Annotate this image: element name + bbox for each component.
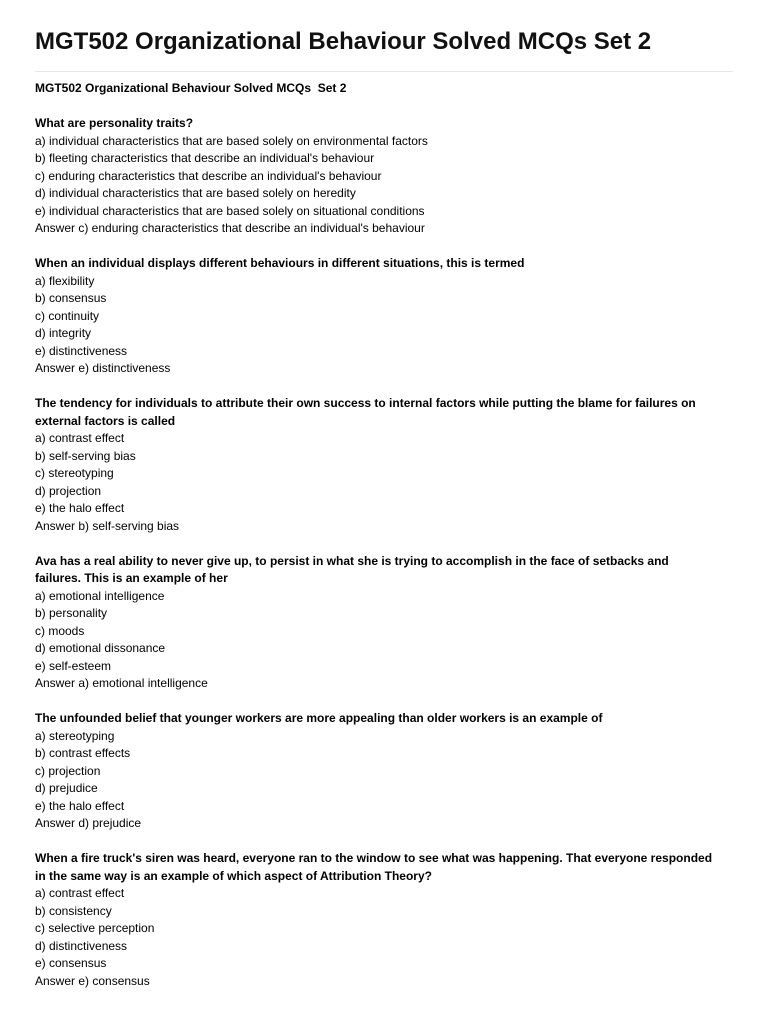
question-text: Ava has a real ability to never give up, to persist in what she is trying to accomplish in the face of setbacks and (35, 553, 669, 568)
mcq-block (35, 98, 733, 238)
answer-option: a) flexibility (35, 273, 95, 288)
answer-option: c) enduring characteristics that describe an individual's behaviour (35, 168, 382, 183)
question-text: When an individual displays different behaviours in different situations, this is termed (35, 256, 525, 270)
block-spacer (35, 833, 733, 851)
answer-option: a) contrast effect (35, 431, 125, 445)
question-text: external factors is called (35, 413, 176, 428)
correct-answer: Answer c) enduring characteristics that describe an individual's behaviour (35, 221, 425, 235)
answer-option: b) consensus (35, 291, 107, 305)
answer-option: e) individual characteristics that are based solely on situational conditions (35, 203, 425, 218)
correct-answer: Answer a) emotional intelligence (35, 676, 208, 690)
question-text: What are personality traits? (35, 116, 194, 130)
answer-option: b) contrast effects (35, 746, 131, 760)
answer-option: e) consensus (35, 956, 107, 970)
answer-option: b) personality (35, 606, 108, 620)
answer-option: d) individual characteristics that are based solely on heredity (35, 186, 356, 200)
question-text: failures. This is an example of her (35, 571, 228, 585)
correct-answer: Answer d) prejudice (35, 816, 142, 830)
block-spacer (35, 535, 733, 553)
answer-option: b) fleeting characteristics that describe an individual's behaviour (35, 151, 375, 165)
answer-option: a) contrast effect (35, 886, 125, 900)
answer-option: a) stereotyping (35, 728, 115, 743)
answer-option: e) the halo effect (35, 798, 125, 813)
document-subtitle: MGT502 Organizational Behaviour Solved MCQs Set 2 (35, 81, 347, 95)
block-spacer (35, 238, 733, 256)
answer-option: e) distinctiveness (35, 343, 128, 358)
question-text: When a fire truck's siren was heard, everyone ran to the window to see what was happening. That everyone responded (35, 851, 713, 865)
answer-option: a) emotional intelligence (35, 588, 165, 603)
answer-option: d) prejudice (35, 781, 98, 795)
mcq-block (35, 535, 733, 693)
answer-option: c) projection (35, 763, 101, 778)
page-title: MGT502 Organizational Behaviour Solved MCQs Set 2 (35, 28, 652, 55)
answer-option: d) integrity (35, 326, 92, 340)
block-spacer (35, 98, 733, 116)
mcq-block (35, 238, 733, 378)
answer-option: d) projection (35, 483, 102, 498)
mcq-block (35, 693, 733, 833)
answer-option: b) consistency (35, 903, 112, 918)
correct-answer: Answer e) consensus (35, 973, 150, 988)
question-text: The tendency for individuals to attribute their own success to internal factors while putting the blame for failures on (35, 396, 696, 410)
correct-answer: Answer b) self-serving bias (35, 518, 180, 533)
question-list (35, 98, 733, 991)
answer-option: d) emotional dissonance (35, 641, 166, 655)
mcq-block (35, 833, 733, 991)
answer-option: b) self-serving bias (35, 448, 136, 463)
answer-option: e) self-esteem (35, 658, 112, 673)
question-text: in the same way is an example of which aspect of Attribution Theory? (35, 868, 432, 883)
answer-option: a) individual characteristics that are based solely on environmental factors (35, 133, 428, 148)
question-text: The unfounded belief that younger workers are more appealing than older workers is an example of (35, 711, 603, 725)
correct-answer: Answer e) distinctiveness (35, 361, 171, 375)
answer-option: e) the halo effect (35, 501, 125, 515)
document-body (35, 72, 733, 990)
answer-option: c) moods (35, 623, 85, 638)
answer-option: c) continuity (35, 308, 100, 323)
answer-option: c) stereotyping (35, 466, 114, 480)
mcq-block (35, 378, 733, 536)
block-spacer (35, 378, 733, 396)
answer-option: d) distinctiveness (35, 938, 128, 953)
block-spacer (35, 693, 733, 711)
answer-option: c) selective perception (35, 921, 155, 935)
